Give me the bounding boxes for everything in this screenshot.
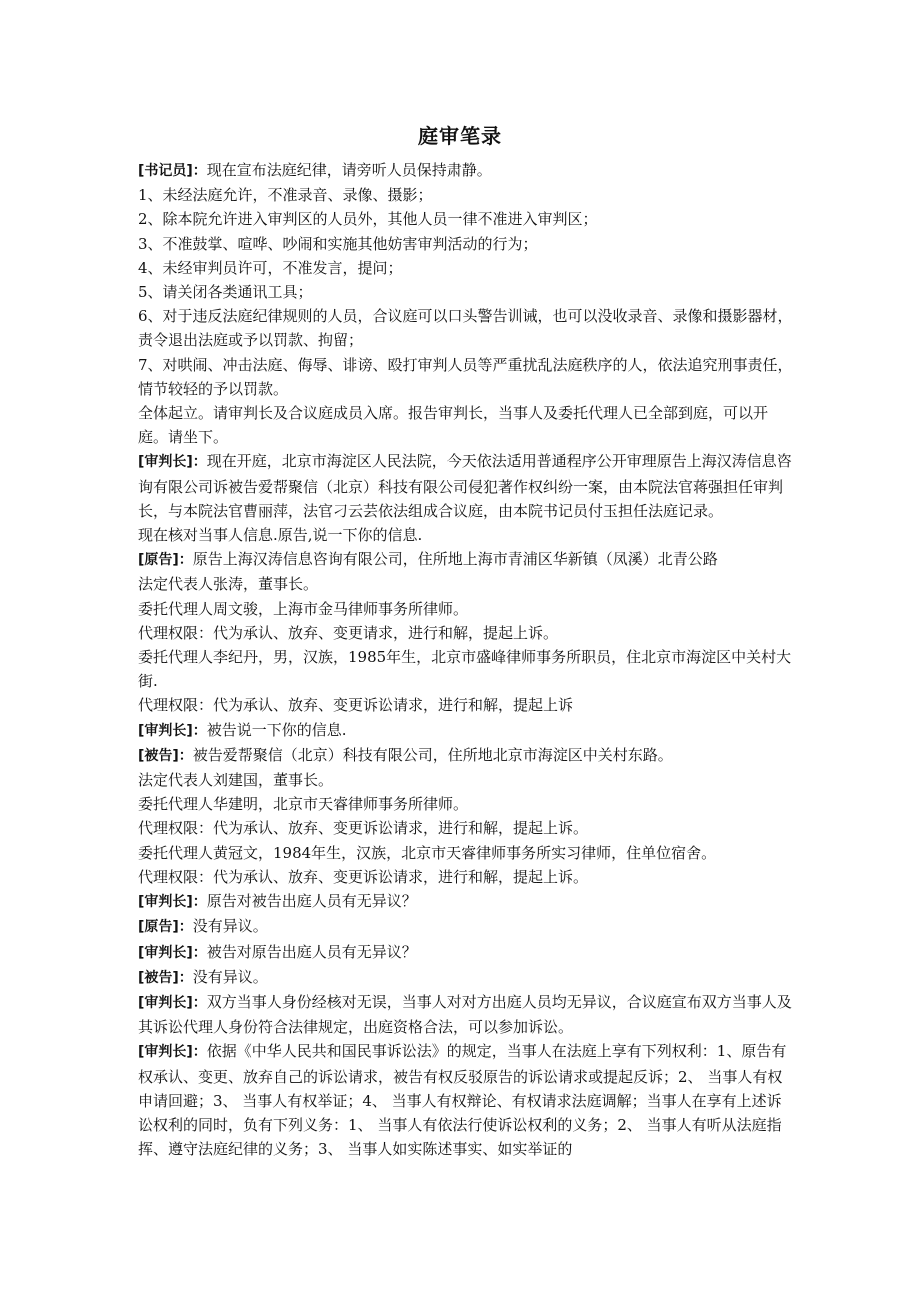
transcript-paragraph xyxy=(138,523,794,547)
paragraph-text: 被告说一下你的信息. xyxy=(206,720,347,739)
speaker-label: [审判长] xyxy=(138,454,193,471)
speaker-label: [审判长] xyxy=(138,722,193,739)
paragraph-text: 4、未经审判员许可，不准发言，提问； xyxy=(138,258,403,277)
transcript-paragraph xyxy=(138,693,794,717)
paragraph-text: 现在开庭，北京市海淀区人民法院，今天依法适用普通程序公开审理原告上海汉涛信息咨询有限公司诉被告爱帮聚信（北京）科技有限公司侵犯著作权纠纷一案，由本院法官蒋强担任审判长，与本院法官曹丽萍，法官刁云芸依法组成合议庭，由本院书记员付玉担任法庭记录。 xyxy=(138,452,792,520)
transcript-paragraph xyxy=(138,841,794,865)
transcript-paragraph xyxy=(138,597,794,621)
paragraph-text: 法定代表人刘建国，董事长。 xyxy=(138,771,334,790)
paragraph-text: 委托代理人华建明，北京市天睿律师事务所律师。 xyxy=(138,795,469,814)
paragraph-text: 双方当事人身份经核对无误，当事人对对方出庭人员均无异议，合议庭宣布双方当事人及其诉讼代理人身份符合法律规定，出庭资格合法，可以参加诉讼。 xyxy=(138,992,792,1037)
paragraph-text: 2、除本院允许进入审判区的人员外，其他人员一律不准进入审判区； xyxy=(138,210,598,229)
speaker-colon: ： xyxy=(192,454,207,471)
paragraph-text: 7、对哄闹、冲击法庭、侮辱、诽谤、殴打审判人员等严重扰乱法庭秩序的人，依法追究刑事责任，情节较轻的予以罚款。 xyxy=(138,355,793,398)
speaker-label: [原告] xyxy=(138,552,179,569)
paragraph-text: 委托代理人李纪丹，男，汉族，1985年生，北京市盛峰律师事务所职员，住北京市海淀区中关村大街. xyxy=(138,648,792,691)
paragraph-text: 6、对于违反法庭纪律规则的人员，合议庭可以口头警告训诫，也可以没收录音、录像和摄影器材，责令退出法庭或予以罚款、拘留； xyxy=(138,307,793,350)
paragraph-text: 原告上海汉涛信息咨询有限公司，住所地上海市青浦区华新镇（凤溪）北青公路 xyxy=(192,550,718,569)
speaker-label: [书记员] xyxy=(138,163,193,179)
transcript-paragraph xyxy=(138,207,794,231)
paragraph-text: 被告对原告出庭人员有无异议？ xyxy=(206,942,417,961)
paragraph-text: 3、不准鼓掌、喧哗、吵闹和实施其他妨害审判活动的行为； xyxy=(138,234,538,253)
paragraph-text: 代理权限：代为承认、放弃、变更请求，进行和解，提起上诉。 xyxy=(138,623,559,642)
speaker-label: [被告] xyxy=(138,747,179,764)
document-title: 庭审笔录 xyxy=(418,124,502,148)
paragraph-text: 代理权限：代为承认、放弃、变更诉讼请求，进行和解，提起上诉。 xyxy=(138,867,589,886)
transcript-paragraph xyxy=(138,304,794,352)
speaker-colon: ： xyxy=(192,722,207,739)
paragraph-text: 原告对被告出庭人员有无异议？ xyxy=(206,892,417,911)
paragraph-text: 没有异议。 xyxy=(192,917,268,936)
transcript-paragraph xyxy=(138,232,794,256)
speaker-label: [审判长] xyxy=(138,994,193,1011)
speaker-paragraph xyxy=(138,743,794,768)
speaker-paragraph xyxy=(138,158,794,183)
speaker-paragraph xyxy=(138,547,794,572)
paragraph-text: 被告爱帮聚信（北京）科技有限公司，住所地北京市海淀区中关村东路。 xyxy=(192,745,673,764)
transcript-paragraph xyxy=(138,280,794,304)
transcript-paragraph xyxy=(138,353,794,401)
paragraph-text: 委托代理人黄冠文，1984年生，汉族，北京市天睿律师事务所实习律师，住单位宿舍。 xyxy=(138,843,717,862)
paragraph-text: 委托代理人周文骏，上海市金马律师事务所律师。 xyxy=(138,599,469,618)
paragraph-text: 5、请关闭各类通讯工具； xyxy=(138,283,313,302)
speaker-label: [原告] xyxy=(138,919,179,936)
speaker-label: [审判长] xyxy=(138,944,193,961)
speaker-colon: ： xyxy=(192,944,207,961)
transcript-paragraph xyxy=(138,621,794,645)
speaker-paragraph xyxy=(138,914,794,939)
paragraph-text: 代理权限：代为承认、放弃、变更诉讼请求，进行和解，提起上诉 xyxy=(138,696,574,715)
speaker-colon: ： xyxy=(192,994,207,1011)
speaker-label: [审判长] xyxy=(138,894,193,911)
transcript-paragraph xyxy=(138,865,794,889)
transcript-paragraph xyxy=(138,572,794,596)
paragraph-text: 现在宣布法庭纪律，请旁听人员保持肃静。 xyxy=(206,161,492,179)
transcript-paragraph xyxy=(138,183,794,207)
speaker-paragraph xyxy=(138,940,794,965)
transcript-paragraph xyxy=(138,768,794,792)
transcript-paragraph xyxy=(138,256,794,280)
paragraph-text: 代理权限：代为承认、放弃、变更诉讼请求，进行和解，提起上诉。 xyxy=(138,819,589,838)
speaker-paragraph xyxy=(138,889,794,914)
speaker-colon: ： xyxy=(178,969,193,986)
transcript-body xyxy=(138,158,794,1161)
paragraph-text: 全体起立。请审判长及合议庭成员入席。报告审判长，当事人及委托代理人已全部到庭，可以开庭。请坐下。 xyxy=(138,404,769,447)
transcript-paragraph xyxy=(138,401,794,449)
paragraph-text: 法定代表人张涛，董事长。 xyxy=(138,575,319,594)
speaker-paragraph xyxy=(138,718,794,743)
paragraph-text: 没有异议。 xyxy=(192,967,268,986)
speaker-label: [审判长] xyxy=(138,1044,193,1061)
speaker-colon: ： xyxy=(192,1044,207,1061)
speaker-label: [被告] xyxy=(138,969,179,986)
speaker-colon: ： xyxy=(178,552,193,569)
speaker-paragraph xyxy=(138,965,794,990)
speaker-paragraph xyxy=(138,990,794,1039)
speaker-colon: ： xyxy=(192,894,207,911)
transcript-paragraph xyxy=(138,645,794,693)
paragraph-text: 1、未经法庭允许，不准录音、录像、摄影； xyxy=(138,186,433,205)
speaker-paragraph xyxy=(138,1039,794,1161)
paragraph-text: 依据《中华人民共和国民事诉讼法》的规定，当事人在法庭上享有下列权利：1、原告有权承认、变更、放弃自己的诉讼请求，被告有权反驳原告的诉讼请求或提起反诉；2、 当事人有权申请回避；3、 当事人有权举证；4、 当事人有权辩论、有权请求法庭调解；当事人在享有上述诉讼权利的同时，负有下列义务：1、 当事人有依法行使诉讼权利的义务；2、 当事人有听从法庭指挥、遵守法庭纪律的义务；3、 当事人如实陈述事实、如实举证的 xyxy=(138,1042,787,1159)
transcript-paragraph xyxy=(138,792,794,816)
speaker-colon: ： xyxy=(192,163,207,179)
transcript-paragraph xyxy=(138,816,794,840)
speaker-paragraph xyxy=(138,449,794,523)
speaker-colon: ： xyxy=(178,919,193,936)
paragraph-text: 现在核对当事人信息.原告,说一下你的信息. xyxy=(138,526,423,545)
speaker-colon: ： xyxy=(178,747,193,764)
